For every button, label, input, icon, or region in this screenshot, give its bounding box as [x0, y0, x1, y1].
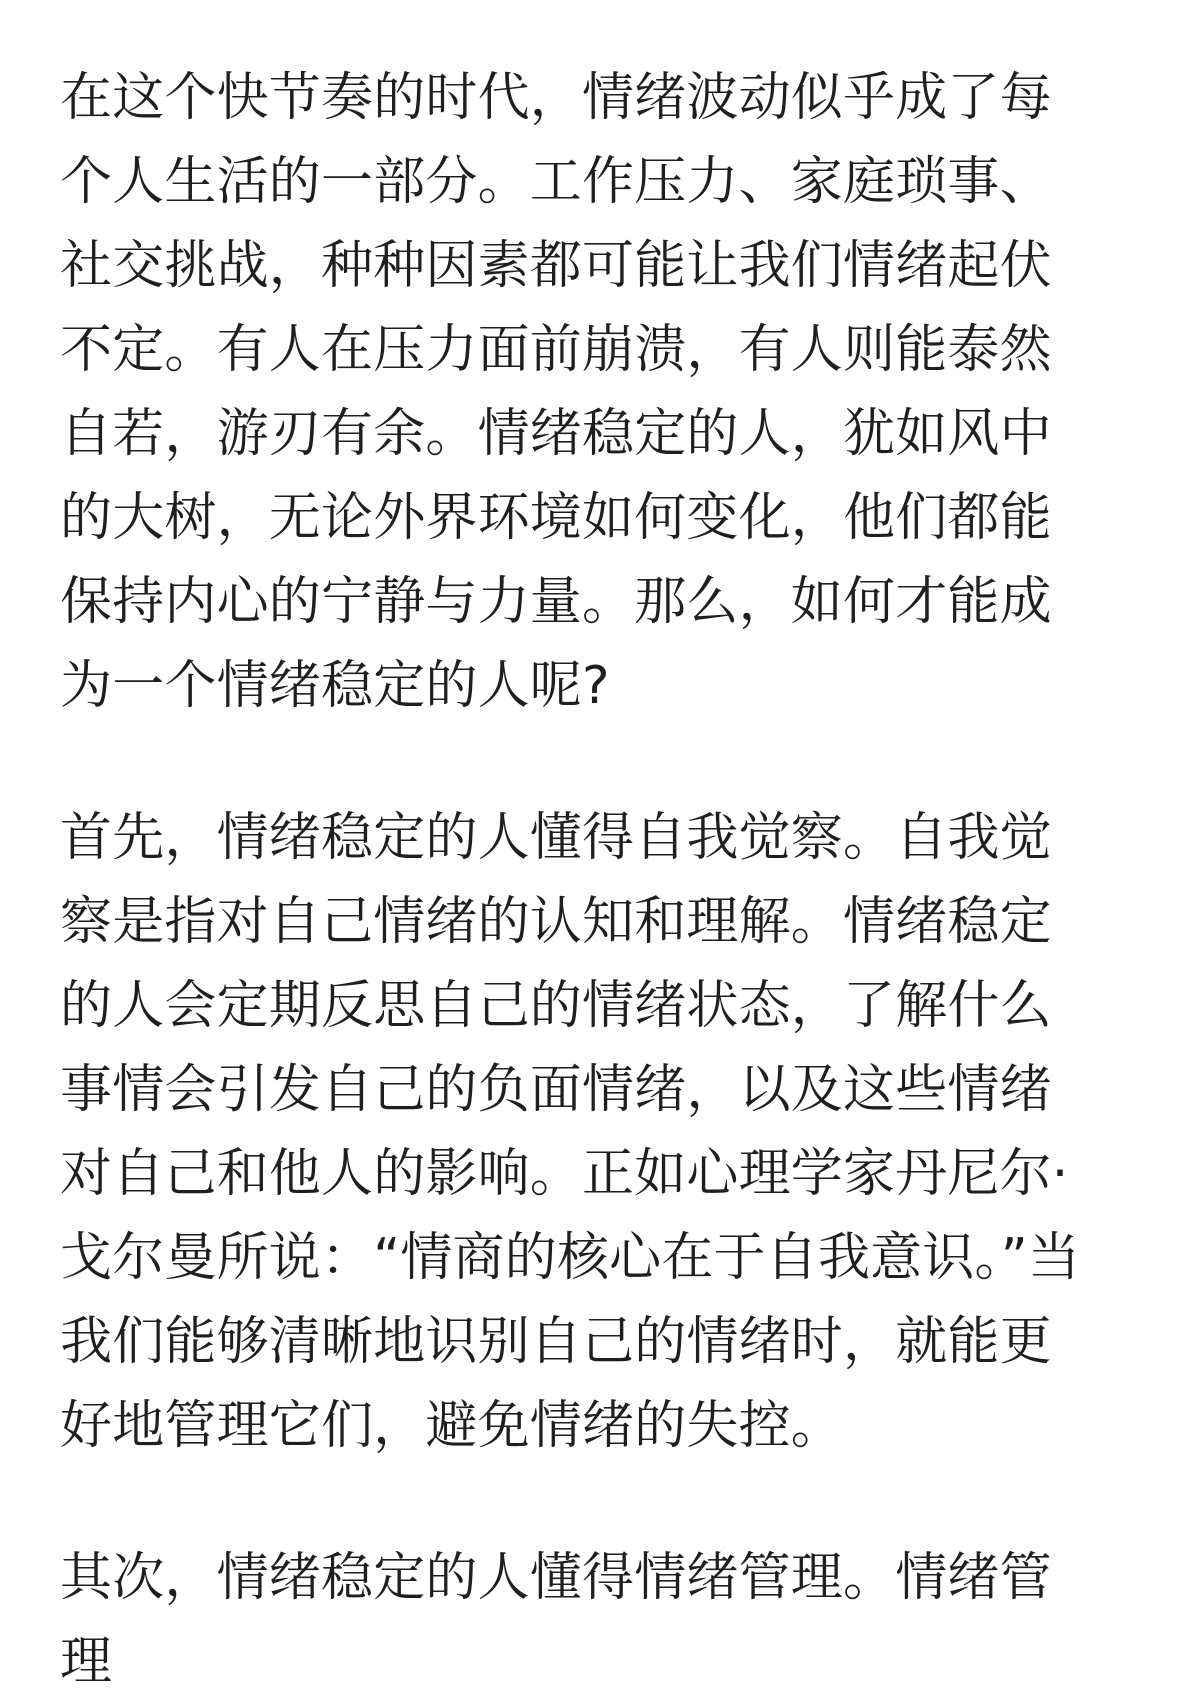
article-body [60, 56, 1100, 1692]
paragraph-emotion-management-partial: 其次，情绪稳定的人懂得情绪管理。情绪管理 [60, 1548, 1052, 1692]
paragraph-self-awareness: 首先，情绪稳定的人懂得自我觉察。自我觉察是指对自己情绪的认知和理解。情绪稳定的人会定期反思自己的情绪状态，了解什么事情会引发自己的负面情绪，以及这些情绪对自己和他人的影响。正如心理学家丹尼尔·戈尔曼所说：“情商的核心在于自我意识。”当我们能够清晰地识别自己的情绪时，就能更好地管理它们，避免情绪的失控。 [60, 808, 1081, 1456]
paragraph-emotional-fluctuation: 在这个快节奏的时代，情绪波动似乎成了每个人生活的一部分。工作压力、家庭琐事、社交挑战，种种因素都可能让我们情绪起伏不定。有人在压力面前崩溃，有人则能泰然自若，游刃有余。情绪稳定的人，犹如风中的大树，无论外界环境如何变化，他们都能保持内心的宁静与力量。那么，如何才能成为一个情绪稳定的人呢? [60, 68, 1052, 716]
